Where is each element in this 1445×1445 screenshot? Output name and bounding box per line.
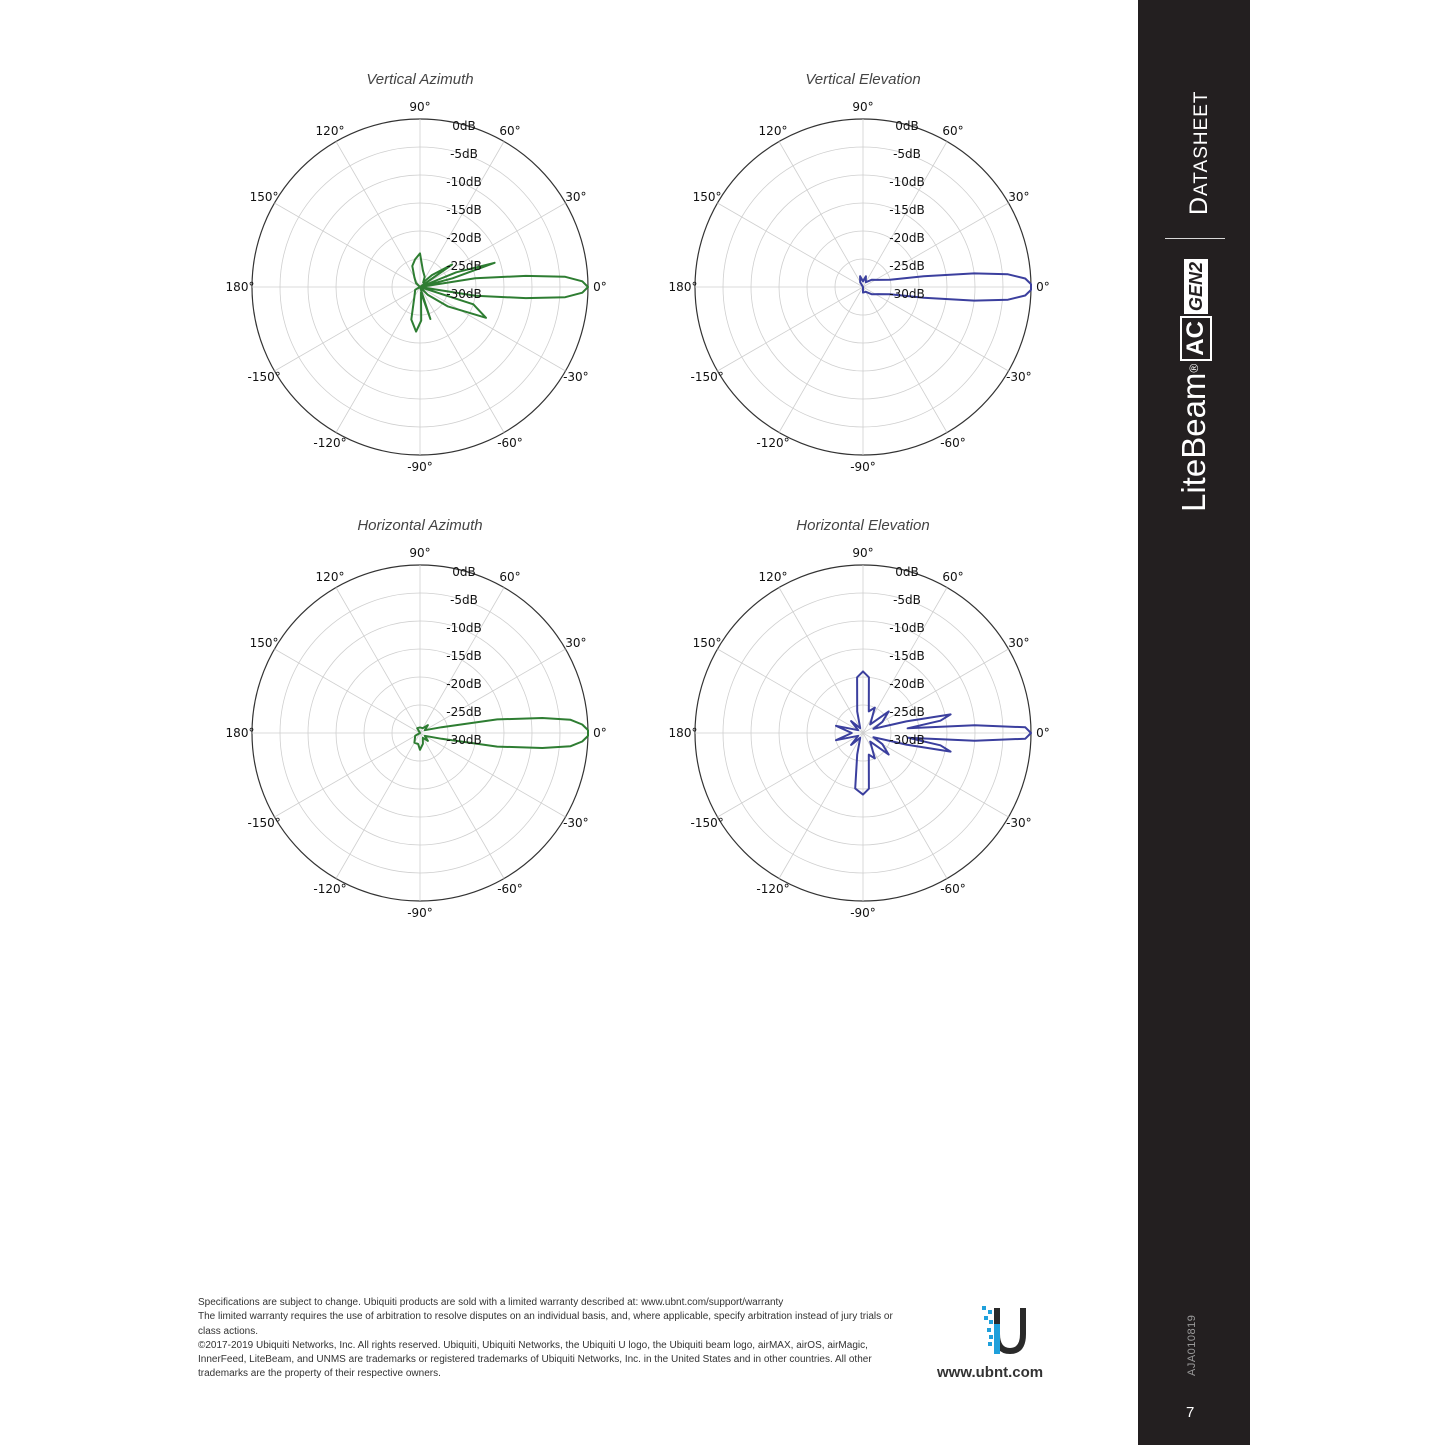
polar-chart-svg	[663, 535, 1063, 935]
grid-spoke	[779, 733, 863, 878]
document-code: AJA010819	[1186, 1314, 1198, 1376]
chart-title: Horizontal Azimuth	[357, 517, 483, 534]
grid-spoke	[336, 733, 420, 878]
radial-tick-label: -15dB	[446, 649, 482, 663]
datasheet-rest: ATASHEET	[1191, 90, 1212, 196]
angle-tick-label: 30°	[1008, 636, 1030, 650]
radial-tick-label: -30dB	[446, 287, 482, 301]
angle-tick-label: 30°	[565, 636, 587, 650]
radial-tick-label: -15dB	[889, 649, 925, 663]
angle-tick-label: 120°	[758, 124, 788, 139]
grid-spoke	[718, 287, 863, 371]
radial-tick-label: -20dB	[889, 677, 925, 691]
angle-tick-label: -30°	[1006, 816, 1032, 830]
grid-spoke	[275, 733, 420, 817]
badge-gen2: GEN2	[1184, 259, 1208, 314]
angle-tick-label: 90°	[852, 546, 874, 560]
polar-chart-svg	[663, 89, 1063, 489]
datasheet-initial: D	[1185, 195, 1213, 215]
page-number: 7	[1186, 1404, 1195, 1421]
grid-spoke	[863, 733, 947, 878]
radial-tick-label: -10dB	[889, 175, 925, 189]
radial-tick-label: -25dB	[446, 705, 482, 719]
datasheet-label	[1185, 90, 1214, 215]
angle-tick-label: 90°	[852, 100, 874, 114]
grid-spoke	[336, 142, 420, 287]
angle-tick-label: 90°	[409, 100, 431, 114]
radial-tick-label: -30dB	[889, 287, 925, 301]
radial-tick-label: -20dB	[446, 231, 482, 245]
radial-tick-label: -5dB	[450, 593, 478, 607]
angle-tick-label: -60°	[940, 435, 966, 450]
angle-tick-label: 150°	[692, 636, 722, 650]
angle-tick-label: 120°	[758, 570, 788, 585]
radial-tick-label: -5dB	[893, 147, 921, 161]
angle-tick-label: -30°	[1006, 370, 1032, 384]
chart-title: Vertical Azimuth	[366, 71, 474, 88]
badge-ac: AC	[1180, 316, 1212, 361]
radial-tick-label: -10dB	[446, 621, 482, 635]
angle-tick-label: -120°	[756, 435, 790, 450]
chart-title: Vertical Elevation	[805, 71, 921, 88]
grid-spoke	[275, 287, 420, 371]
angle-tick-label: -120°	[313, 881, 347, 896]
footer-line: Specifications are subject to change. Ubiquiti products are sold with a limited warranty described at: www.ubnt.com/support/warranty	[198, 1297, 784, 1308]
footer-line: The limited warranty requires the use of arbitration to resolve disputes on an individual basis, and, where applicable, specify arbitration instead of jury trials or class actions.	[198, 1311, 893, 1337]
radial-tick-label: -10dB	[446, 175, 482, 189]
angle-tick-label: 120°	[315, 124, 345, 139]
logo-pixel	[989, 1320, 993, 1324]
grid-spoke	[863, 287, 947, 432]
logo-pixel	[984, 1316, 988, 1320]
product-title	[1176, 259, 1212, 512]
radial-tick-label: -15dB	[889, 203, 925, 217]
angle-tick-label: -90°	[407, 906, 433, 920]
grid-spoke	[779, 287, 863, 432]
footer-legal-text	[198, 1296, 918, 1382]
logo-pixel	[982, 1306, 986, 1310]
chart-horizontal-azimuth	[220, 517, 620, 937]
sidebar-divider	[1165, 238, 1225, 239]
polar-chart-svg	[220, 535, 620, 935]
angle-tick-label: 60°	[942, 124, 964, 139]
angle-tick-label: -150°	[690, 370, 724, 384]
angle-tick-label: 0°	[1036, 280, 1050, 294]
grid-spoke	[420, 733, 504, 878]
grid-spoke	[863, 649, 1008, 733]
logo-pixel	[994, 1324, 1000, 1354]
radial-tick-label: -10dB	[889, 621, 925, 635]
radial-tick-label: -30dB	[889, 733, 925, 747]
radial-tick-label: -15dB	[446, 203, 482, 217]
chart-vertical-elevation	[663, 71, 1063, 491]
radial-tick-label: -20dB	[889, 231, 925, 245]
grid-spoke	[718, 203, 863, 287]
grid-spoke	[275, 203, 420, 287]
angle-tick-label: 150°	[692, 190, 722, 204]
angle-tick-label: 60°	[942, 570, 964, 585]
angle-tick-label: 150°	[249, 190, 279, 204]
angle-tick-label: 120°	[315, 570, 345, 585]
logo-pixel	[987, 1328, 991, 1332]
grid-spoke	[336, 588, 420, 733]
angle-tick-label: 90°	[409, 546, 431, 560]
footer-line: ©2017-2019 Ubiquiti Networks, Inc. All rights reserved. Ubiquiti, Ubiquiti Networks, the Ubiquiti U logo, the Ubiquiti beam logo, airMAX, airOS, airMagic, InnerFeed, LiteBeam, and UNMS are trademarks or registered trademarks of Ubiquiti Networks, Inc. in the United States and in other countries. All other trademarks are the property of their respective owners.	[198, 1339, 872, 1380]
website-url: www.ubnt.com	[937, 1364, 1044, 1381]
angle-tick-label: -60°	[497, 881, 523, 896]
angle-tick-label: -90°	[407, 460, 433, 474]
grid-spoke	[779, 588, 863, 733]
grid-spoke	[779, 142, 863, 287]
chart-vertical-azimuth	[220, 71, 620, 491]
angle-tick-label: 30°	[565, 190, 587, 204]
logo-pixel	[989, 1335, 993, 1339]
angle-tick-label: -150°	[247, 816, 281, 830]
angle-tick-label: 150°	[249, 636, 279, 650]
ubiquiti-u-logo-icon	[980, 1304, 1032, 1360]
grid-spoke	[718, 649, 863, 733]
angle-tick-label: 180°	[225, 280, 255, 294]
angle-tick-label: 0°	[1036, 726, 1050, 740]
chart-horizontal-elevation	[663, 517, 1063, 937]
angle-tick-label: 60°	[499, 124, 521, 139]
logo-pixel	[988, 1342, 992, 1346]
registered-mark: ®	[1187, 363, 1201, 373]
angle-tick-label: -120°	[313, 435, 347, 450]
angle-tick-label: -90°	[850, 906, 876, 920]
radial-tick-label: 0dB	[895, 119, 919, 133]
radial-tick-label: -30dB	[446, 733, 482, 747]
angle-tick-label: 0°	[593, 726, 607, 740]
angle-tick-label: -60°	[940, 881, 966, 896]
angle-tick-label: -30°	[563, 816, 589, 830]
angle-tick-label: -150°	[247, 370, 281, 384]
radial-tick-label: -5dB	[893, 593, 921, 607]
angle-tick-label: 60°	[499, 570, 521, 585]
grid-spoke	[420, 203, 565, 287]
grid-spoke	[420, 287, 504, 432]
radial-tick-label: -25dB	[889, 259, 925, 273]
angle-tick-label: -150°	[690, 816, 724, 830]
radial-tick-label: -25dB	[889, 705, 925, 719]
angle-tick-label: 0°	[593, 280, 607, 294]
radial-tick-label: -20dB	[446, 677, 482, 691]
grid-spoke	[863, 733, 1008, 817]
grid-spoke	[718, 733, 863, 817]
angle-tick-label: 180°	[668, 280, 698, 294]
angle-tick-label: 180°	[225, 726, 255, 740]
radial-tick-label: -25dB	[446, 259, 482, 273]
radial-tick-label: -5dB	[450, 147, 478, 161]
radial-tick-label: 0dB	[895, 565, 919, 579]
logo-pixel	[988, 1310, 992, 1314]
angle-tick-label: -90°	[850, 460, 876, 474]
chart-title: Horizontal Elevation	[796, 517, 930, 534]
angle-tick-label: -120°	[756, 881, 790, 896]
product-name: LiteBeam	[1175, 372, 1212, 512]
radial-tick-label: 0dB	[452, 119, 476, 133]
grid-spoke	[336, 287, 420, 432]
grid-spoke	[420, 287, 565, 371]
angle-tick-label: 30°	[1008, 190, 1030, 204]
radial-tick-label: 0dB	[452, 565, 476, 579]
grid-spoke	[275, 649, 420, 733]
angle-tick-label: -60°	[497, 435, 523, 450]
angle-tick-label: -30°	[563, 370, 589, 384]
sidebar	[1138, 0, 1250, 1445]
polar-chart-svg	[220, 89, 620, 489]
angle-tick-label: 180°	[668, 726, 698, 740]
